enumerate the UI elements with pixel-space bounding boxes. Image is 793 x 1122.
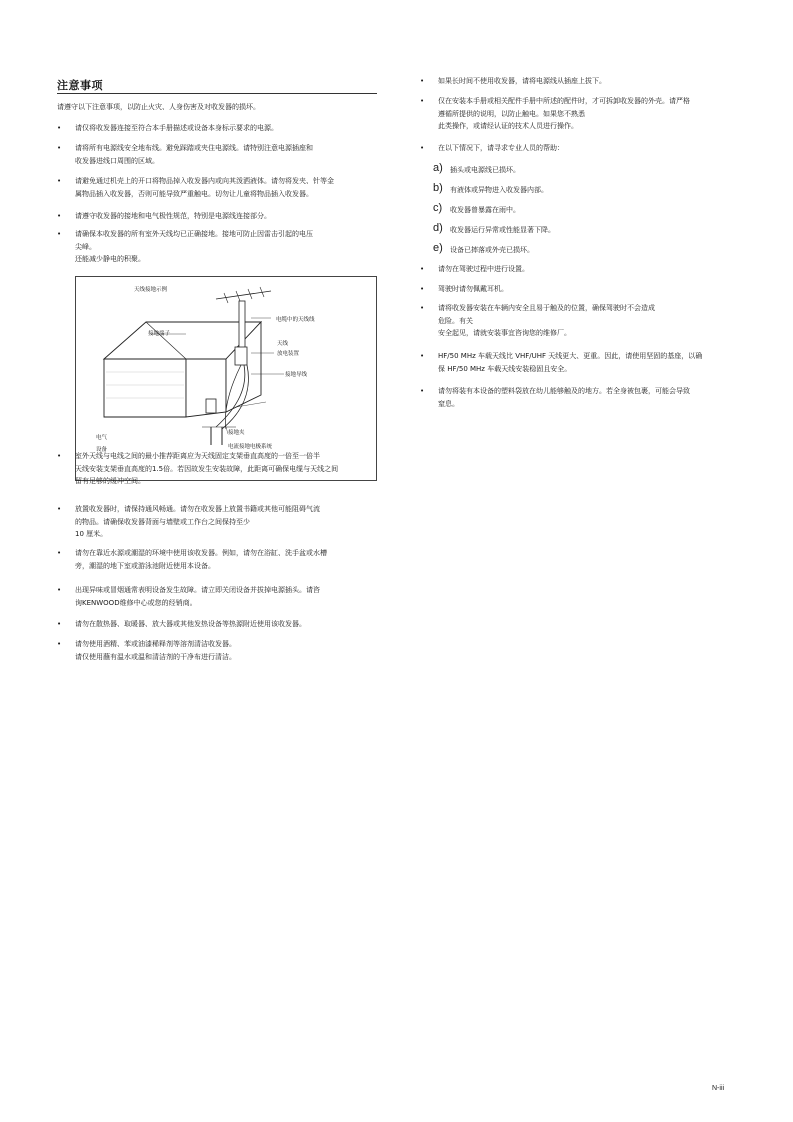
bullet-line: 请确保本收发器的所有室外天线均已正确接地。接地可防止因雷击引起的电压 — [75, 230, 313, 238]
bullet-dot: • — [57, 124, 62, 132]
condition-text: 收发器运行异常或性能显著下降。 — [450, 226, 555, 234]
bullet-line: 的物品。请确保收发器背面与墙壁或工作台之间保持至少 — [75, 517, 250, 526]
label-ground-wire: 接地导线 — [285, 372, 308, 378]
bullet-line: 此类操作，或请经认证的技术人员进行操作。 — [438, 122, 578, 130]
label-ground-terminal: 接地端子 — [148, 331, 171, 337]
bullet-line: 请勿在散热器、取暖器、放大器或其他发热设备等热源附近使用该收发器。 — [75, 620, 306, 628]
label-electrode-system: 电流接地电极系统 — [228, 444, 273, 450]
bullet-line: 如果长时间不使用收发器，请将电源线从插座上拔下。 — [438, 77, 606, 85]
bullet-dot: • — [420, 144, 425, 152]
bullet-line: 室外天线与电线之间的最小推荐距离应为天线固定支架垂直高度的一倍至一倍半 — [75, 452, 320, 460]
section-heading: 注意事项 — [57, 79, 103, 92]
bullet-line: 旁，潮湿的地下室或游泳池附近使用本设备。 — [75, 561, 215, 570]
bullet-line: 窒息。 — [438, 399, 459, 408]
bullet-line: 请勿使用酒精、苯或油漆稀释剂等溶剂清洁收发器。 — [75, 640, 236, 648]
bullet-dot: • — [57, 640, 62, 648]
condition-letter: b) — [433, 182, 443, 194]
label-antenna: 天线 — [277, 341, 289, 347]
bullet-line: 在以下情况下，请寻求专业人员的帮助： — [438, 144, 564, 152]
bullet-line: 收发器进线口周围的区域。 — [75, 156, 159, 165]
intro-text: 请遵守以下注意事项，以防止火灾、人身伤害及对收发器的损坏。 — [57, 103, 260, 111]
bullet-line: 请将收发器安装在车辆内安全且易于触及的位置，确保驾驶时不会造成 — [438, 304, 655, 312]
bullet-line: 请勿在驾驶过程中进行设置。 — [438, 265, 529, 273]
label-cable-antenna: 电缆中的天线线 — [276, 317, 315, 323]
bullet-line: 请遵守收发器的接地和电气极性规范，特别是电源线连接部分。 — [75, 212, 271, 220]
bullet-dot: • — [420, 265, 425, 273]
discharge-unit — [235, 347, 247, 365]
bullet-line: 请勿在靠近水源或潮湿的环境中使用该收发器。例如，请勿在浴缸、洗手盆或水槽 — [75, 549, 327, 557]
bullet-dot: • — [57, 177, 62, 185]
condition-letter: a) — [433, 162, 443, 174]
bullet-line: 天线安装支架垂直高度的1.5倍。若因故发生安装故障，此距离可确保电缆与天线之间 — [75, 464, 339, 473]
bullet-line: 出现异味或冒烟通常表明设备发生故障。请立即关闭设备并拔掉电源插头。请咨 — [75, 586, 320, 594]
bullet-line: 请仅将收发器连接至符合本手册描述或设备本身标示要求的电源。 — [75, 124, 278, 132]
bullet-dot: • — [57, 144, 62, 152]
bullet-line: 尖峰。 — [75, 242, 96, 251]
condition-text: 收发器曾暴露在雨中。 — [450, 206, 520, 214]
label-equipment: 设备 — [96, 447, 108, 453]
bullet-line: 仅在安装本手册或相关配件手册中所述的配件时，才可拆卸收发器的外壳。请严格 — [438, 97, 690, 105]
diagram-title: 天线接地示例 — [134, 287, 168, 293]
house-front-wall — [104, 359, 186, 417]
bullet-dot: • — [420, 97, 425, 105]
bullet-dot: • — [57, 549, 62, 557]
bullet-line: 请将所有电源线安全地布线。避免踩踏或夹住电源线。请特别注意电源插座和 — [75, 144, 313, 152]
condition-text: 设备已摔落或外壳已损坏。 — [450, 246, 534, 254]
bullet-line: 10 厘米。 — [75, 530, 108, 538]
bullet-dot: • — [420, 285, 425, 293]
condition-letter: e) — [433, 242, 443, 254]
bullet-dot: • — [57, 452, 62, 460]
bullet-dot: • — [57, 620, 62, 628]
bullet-dot: • — [57, 586, 62, 594]
bullet-line: 保 HF/50 MHz 车载天线安装稳固且安全。 — [438, 364, 572, 373]
bullet-line: 遵循所提供的说明，以防止触电。如果您不熟悉 — [438, 109, 585, 118]
bullet-line: 请勿将装有本设备的塑料袋放在幼儿能够触及的地方。若全身被包裹，可能会导致 — [438, 387, 690, 395]
bullet-line: HF/50 MHz 车载天线比 VHF/UHF 天线更大、更重。因此，请使用坚固的基座，以确 — [438, 352, 703, 360]
bullet-dot: • — [420, 304, 425, 312]
bullet-dot: • — [57, 212, 62, 220]
bullet-line: 还能减少静电的积聚。 — [75, 255, 145, 263]
bullet-line: 安全起见，请就安装事宜咨询您的维修厂。 — [438, 329, 571, 337]
bullet-dot: • — [420, 387, 425, 395]
bullet-line: 危险。有关 — [438, 316, 473, 325]
bullet-line: 请仅使用蘸有温水或温和清洁剂的干净布进行清洁。 — [75, 652, 236, 661]
bullet-line: 属物品插入收发器，否则可能导致严重触电。切勿让儿童将物品插入收发器。 — [75, 189, 313, 198]
bullet-line: 请避免通过机壳上的开口将物品掉入收发器内或向其泼洒液体。请勿将发夹、针等金 — [75, 177, 334, 185]
bullet-line: 留有足够的缓冲空间。 — [75, 477, 145, 485]
heading-rule — [57, 93, 377, 94]
electric-service-box — [206, 399, 216, 413]
bullet-line: 驾驶时请勿佩戴耳机。 — [438, 285, 508, 293]
bullet-dot: • — [57, 505, 62, 513]
bullet-dot: • — [420, 352, 425, 360]
condition-text: 插头或电源线已损坏。 — [450, 166, 520, 174]
bullet-dot: • — [57, 230, 62, 238]
bullet-line: 询KENWOOD维修中心或您的经销商。 — [75, 598, 197, 607]
page-number: N-iii — [712, 1085, 725, 1092]
bullet-dot: • — [420, 77, 425, 85]
condition-text: 有液体或异物进入收发器内部。 — [450, 186, 548, 194]
condition-letter: d) — [433, 222, 443, 234]
bullet-line: 放置收发器时，请保持通风畅通。请勿在收发器上放置书籍或其他可能阻碍气流 — [75, 505, 320, 513]
condition-letter: c) — [433, 202, 443, 214]
label-electric: 电气 — [96, 435, 108, 441]
label-discharge-unit: 放电装置 — [277, 351, 300, 357]
label-clamp: 接地夹 — [228, 430, 245, 436]
